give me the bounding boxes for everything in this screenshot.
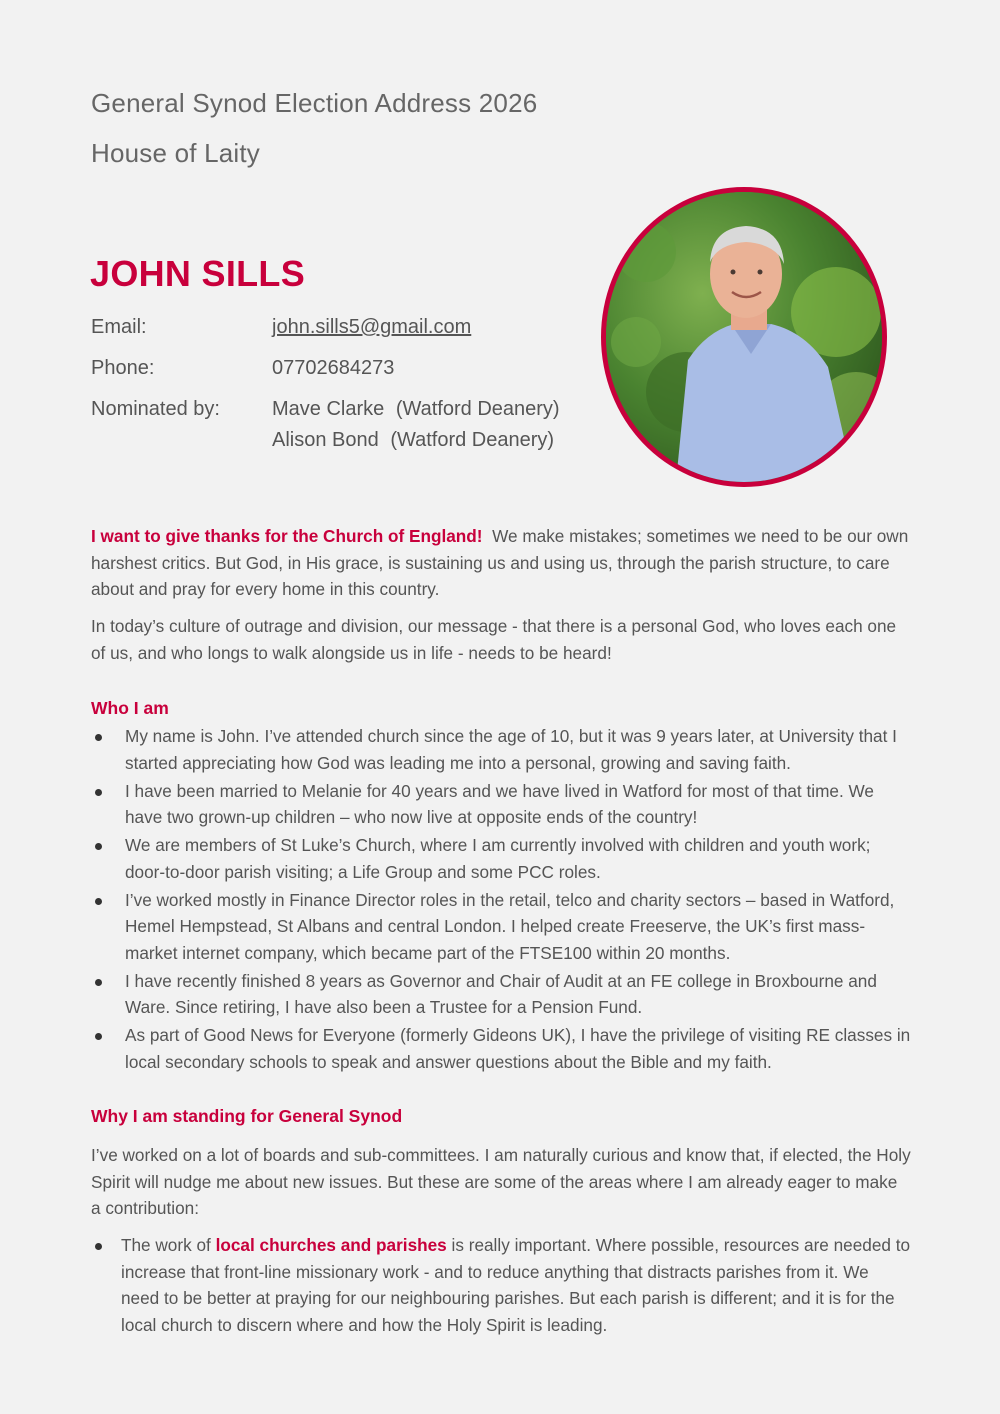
bullet-icon	[95, 734, 102, 741]
candidate-name: JOHN SILLS	[90, 253, 306, 294]
bullet-icon	[95, 1243, 102, 1250]
list-item-text: My name is John. I’ve attended church since the age of 10, but it was 9 years later, at University that I started appreciating how God was leading me into a personal, growing and saving faith.	[125, 726, 897, 773]
nominator-name: Alison Bond	[272, 429, 379, 451]
list-item	[91, 887, 911, 967]
candidate-photo	[601, 187, 887, 487]
nominator-deanery: (Watford Deanery)	[395, 398, 560, 420]
why-standing-intro: I’ve worked on a lot of boards and sub-committees. I am naturally curious and know that, if elected, the Holy Spirit will nudge me about new issues. But these are some of the areas where I am already eager to make a contribution:	[91, 1145, 911, 1218]
nominator	[272, 429, 554, 452]
list-item	[91, 1022, 911, 1075]
nominated-by-label: Nominated by:	[91, 398, 220, 420]
list-item-text: is really important. Where possible, resources are needed to increase that front-line missionary work - and to reduce anything that distracts parishes from it. We need to be better at praying for our neighbouring parishes. But each parish is different; and it is for the local church to discern where and how the Holy Spirit is leading.	[121, 1235, 911, 1335]
who-i-am-list	[91, 723, 911, 1077]
nominator-name: Mave Clarke	[272, 398, 385, 420]
phone-number: 07702684273	[272, 357, 395, 379]
portrait-illustration	[606, 192, 882, 482]
list-item-text: I have been married to Melanie for 40 years and we have lived in Watford for most of that time. We have two grown-up children – who now live at opposite ends of the country!	[125, 780, 874, 827]
document-title: General Synod Election Address 2026	[91, 88, 538, 118]
who-i-am-heading: Who I am	[91, 698, 169, 718]
list-item-prefix: The work of	[121, 1235, 211, 1255]
list-item-text: I’ve worked mostly in Finance Director roles in the retail, telco and charity sectors – based in Watford, Hemel Hempstead, St Albans and central London. I helped create Freeserve, the UK’s first mass-market internet company, which became part of the FTSE100 within 20 months.	[125, 889, 895, 963]
list-item-text: As part of Good News for Everyone (formerly Gideons UK), I have the privilege of visiting RE classes in local secondary schools to speak and answer questions about the Bible and my faith.	[125, 1025, 911, 1072]
list-item	[91, 968, 911, 1021]
bullet-icon	[95, 1033, 102, 1040]
list-item	[91, 778, 911, 831]
bullet-icon	[95, 843, 102, 850]
intro-text: We make mistakes; sometimes we need to be our own harshest critics. But God, in His grace, is sustaining us and using us, through the parish structure, to care about and pray for every home in this country.	[91, 526, 909, 599]
bullet-icon	[95, 898, 102, 905]
list-item-text: We are members of St Luke’s Church, where I am currently involved with children and youth work; door-to-door parish visiting; a Life Group and some PCC roles.	[125, 835, 871, 882]
list-item-text: I have recently finished 8 years as Governor and Chair of Audit at an FE college in Broxbourne and Ware. Since retiring, I have also been a Trustee for a Pension Fund.	[125, 970, 877, 1017]
nominator	[272, 398, 560, 421]
bullet-icon	[95, 979, 102, 986]
list-item-highlight: local churches and parishes	[215, 1235, 447, 1255]
list-item	[91, 1232, 911, 1338]
bullet-icon	[95, 789, 102, 796]
email-label: Email:	[91, 316, 147, 338]
intro-lead: I want to give thanks for the Church of England!	[91, 526, 483, 546]
message-paragraph: In today’s culture of outrage and division, our message - that there is a personal God, who loves each one of us, and who longs to walk alongside us in life - needs to be heard!	[91, 616, 897, 663]
list-item	[91, 723, 911, 776]
document-subtitle: House of Laity	[91, 138, 261, 168]
nominator-deanery: (Watford Deanery)	[390, 429, 555, 451]
phone-label: Phone:	[91, 357, 155, 379]
why-standing-list	[91, 1232, 911, 1340]
intro-paragraph	[91, 523, 911, 603]
list-item	[91, 832, 911, 885]
why-standing-heading: Why I am standing for General Synod	[91, 1106, 403, 1126]
email-link[interactable]: john.sills5@gmail.com	[272, 316, 472, 338]
